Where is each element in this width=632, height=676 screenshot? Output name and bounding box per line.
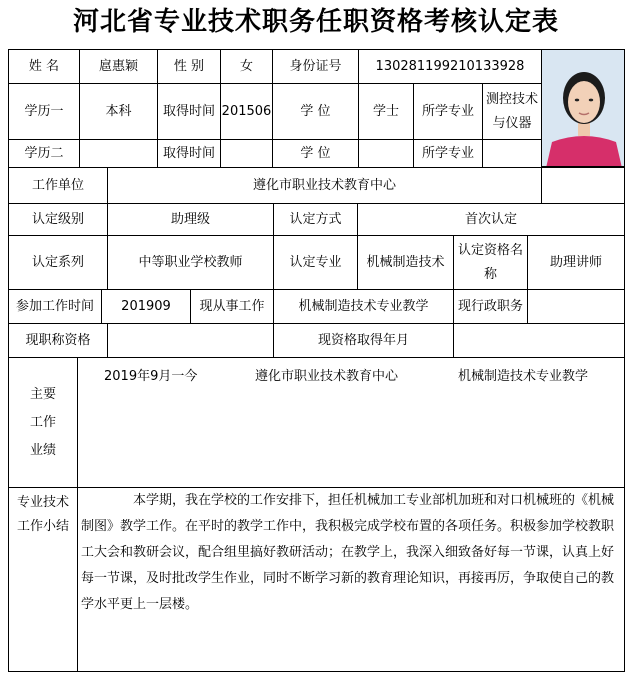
edu2-major-label: 所学专业 <box>413 139 483 168</box>
edu2-label: 学历二 <box>8 139 80 168</box>
edu1-label: 学历一 <box>8 83 80 140</box>
cert-method-value: 首次认定 <box>357 203 625 236</box>
edu1-time-value: 201506 <box>220 83 273 140</box>
cert-series-value: 中等职业学校教师 <box>107 235 274 290</box>
name-value: 扈惠颖 <box>79 49 158 84</box>
admin-post-label: 现行政职务 <box>453 289 528 324</box>
applicant-portrait <box>542 50 625 167</box>
form-title: 河北省专业技术职务任职资格考核认定表 <box>72 7 559 37</box>
cert-title-value: 助理讲师 <box>527 235 625 290</box>
cert-major-value: 机械制造技术 <box>357 235 454 290</box>
current-title-label: 现职称资格 <box>8 323 108 358</box>
gender-label: 性 别 <box>157 49 221 84</box>
edu1-major-label: 所学专业 <box>413 83 483 140</box>
edu2-degree-label: 学 位 <box>272 139 359 168</box>
edu1-time-label: 取得时间 <box>157 83 221 140</box>
cert-title-label: 认定资格名称 <box>453 235 528 290</box>
cert-series-label: 认定系列 <box>8 235 108 290</box>
blank-cell <box>541 167 625 204</box>
edu1-major-value: 测控技术与仪器 <box>482 83 542 140</box>
performance-label-cell <box>8 357 78 488</box>
current-work-label: 现从事工作 <box>190 289 274 324</box>
name-label: 姓 名 <box>8 49 80 84</box>
work-unit-value: 遵化市职业技术教育中心 <box>107 167 542 204</box>
start-work-time-label: 参加工作时间 <box>8 289 102 324</box>
performance-period: 2019年9月一今 <box>104 369 198 384</box>
applicant-photo <box>541 49 625 167</box>
title-obtain-date-label: 现资格取得年月 <box>273 323 454 358</box>
edu1-degree-value: 学士 <box>358 83 414 140</box>
id-number-value: 130281199210133928 <box>358 49 542 84</box>
title-obtain-date-value <box>453 323 625 358</box>
current-work-value: 机械制造技术专业教学 <box>273 289 454 324</box>
edu2-time-value <box>220 139 273 168</box>
current-title-value <box>107 323 274 358</box>
summary-text: 本学期，我在学校的工作安排下，担任机械加工专业部机加班和对口机械班的《机械制图》教学工作。在平时的教学工作中，我积极完成学校布置的各项任务。积极参加学校教职工大会和教研会议，配合组里搞好教研活动；在教学上，我深入细致备好每一节课，认真上好每一节课，及时批改学生作业，同时不断学习新的教育理论知识，再接再厉，争取使自己的教学水平更上一层楼。 <box>81 493 615 612</box>
cert-level-value: 助理级 <box>107 203 274 236</box>
cert-method-label: 认定方式 <box>273 203 358 236</box>
performance-work: 机械制造技术专业教学 <box>458 369 589 384</box>
work-unit-label: 工作单位 <box>8 167 108 204</box>
edu1-value: 本科 <box>79 83 158 140</box>
edu2-time-label: 取得时间 <box>157 139 221 168</box>
cert-major-label: 认定专业 <box>273 235 358 290</box>
edu2-value <box>79 139 158 168</box>
edu2-major-value <box>482 139 542 168</box>
edu2-degree-value <box>358 139 414 168</box>
admin-post-value <box>527 289 625 324</box>
performance-label: 主要工作业绩 <box>29 386 56 458</box>
performance-unit: 遵化市职业技术教育中心 <box>255 369 399 384</box>
edu1-degree-label: 学 位 <box>272 83 359 140</box>
id-number-label: 身份证号 <box>272 49 359 84</box>
gender-value: 女 <box>220 49 273 84</box>
summary-label: 专业技术工作小结 <box>16 495 69 534</box>
start-work-time-value: 201909 <box>101 289 191 324</box>
cert-level-label: 认定级别 <box>8 203 108 236</box>
summary-label-cell <box>8 487 78 672</box>
